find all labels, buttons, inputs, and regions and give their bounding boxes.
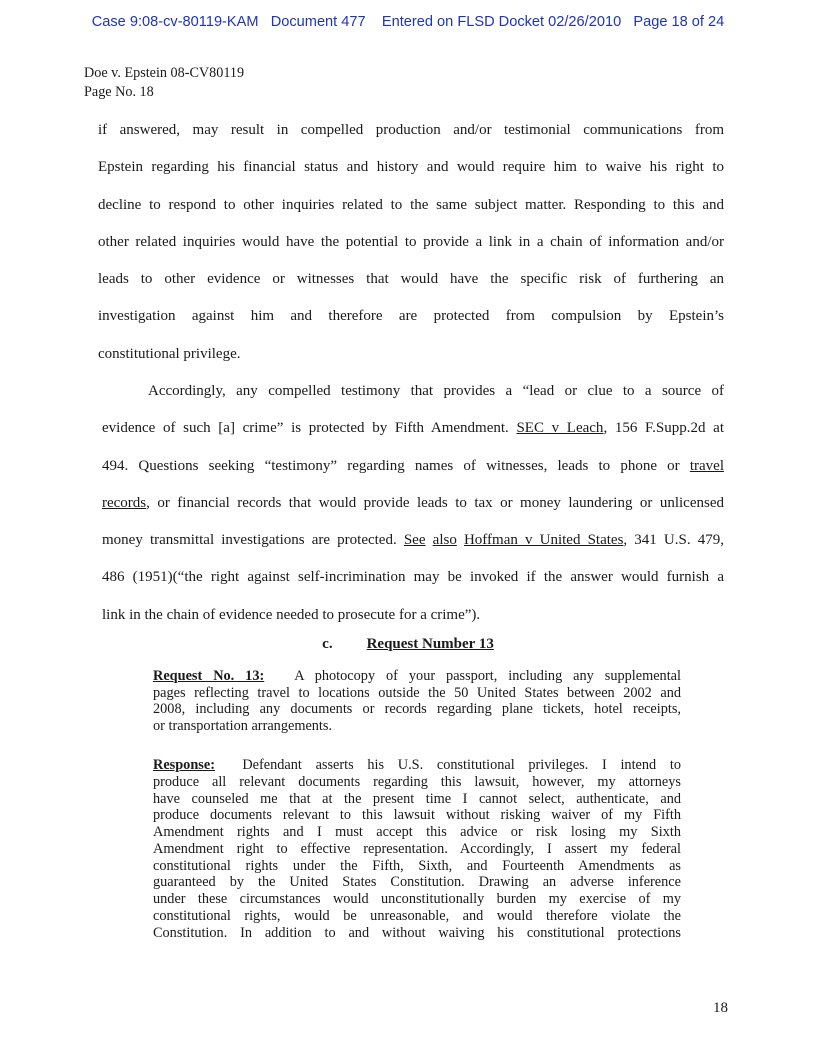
text-run: evidence of such [a] crime” is protected by Fifth Amendment. <box>102 420 517 437</box>
text-run: , 156 F.Supp.2d at <box>603 420 724 437</box>
section-title: Request Number 13 <box>366 636 494 652</box>
paragraph-line <box>102 522 724 559</box>
response-line: under these circumstances would unconstitutionally burden my exercise of my <box>153 891 681 907</box>
response-line: have counseled me that at the present time I cannot select, authenticate, and <box>153 790 681 807</box>
paragraph-line: Accordingly, any compelled testimony that provides a “lead or clue to a source of <box>148 383 724 399</box>
text-run: 494. Questions seeking “testimony” regarding names of witnesses, leads to phone or <box>102 457 690 474</box>
docket-document: Document 477 <box>270 14 366 30</box>
underlined-text: records <box>102 494 147 511</box>
caption-case-name: Doe v. Epstein 08-CV80119 <box>84 65 245 81</box>
request-label: Request No. 13: <box>153 668 265 684</box>
text-run: money transmittal investigations are protected. <box>102 532 404 549</box>
request-block <box>153 668 681 734</box>
paragraph-line: other related inquiries would have the potential to provide a link in a chain of information and/or <box>98 233 724 250</box>
text-run: , or financial records that would provide leads to tax or money laundering or unlicensed <box>146 494 724 511</box>
paragraph-line <box>102 448 724 485</box>
caption <box>84 64 244 101</box>
text-run: Defendant asserts his U.S. constitutional privileges. I intend to <box>242 757 681 773</box>
section-label: c. <box>322 636 333 652</box>
response-line: produce documents relevant to this lawsuit without risking waiver of my Fifth <box>153 807 681 824</box>
paragraph-line <box>102 485 724 522</box>
paragraph-accordingly <box>102 373 724 634</box>
docket-entered: Entered on FLSD Docket 02/26/2010 <box>381 14 622 30</box>
docket-page: Page 18 of 24 <box>633 14 725 30</box>
response-line: produce all relevant documents regarding this lawsuit, however, my attorneys <box>153 773 681 790</box>
response-line: guaranteed by the United States Constitution. Drawing an adverse inference <box>153 874 681 891</box>
text-run: A photocopy of your passport, including any supplemental <box>294 668 681 684</box>
request-line: pages reflecting travel to locations outside the 50 United States between 2002 and <box>153 684 681 701</box>
paragraph-line: link in the chain of evidence needed to prosecute for a crime”). <box>102 606 481 623</box>
paragraph-line: investigation against him and therefore are protected from compulsion by Epstein’s <box>98 308 724 325</box>
response-line: constitutional rights, would be unreasonable, and would therefore violate the <box>153 907 681 924</box>
response-label: Response: <box>153 757 215 773</box>
section-heading <box>0 636 816 653</box>
page-number: 18 <box>713 1000 728 1016</box>
paragraph-line: constitutional privilege. <box>98 345 241 362</box>
paragraph-line: if answered, may result in compelled production and/or testimonial communications from <box>98 122 724 138</box>
request-line <box>153 668 681 685</box>
underlined-text: travel <box>689 457 724 474</box>
signal-see: See <box>403 532 426 549</box>
case-citation-sec-v-leach: SEC v Leach <box>516 420 604 437</box>
signal-also: also <box>432 532 457 549</box>
paragraph-line: 486 (1951)(“the right against self-incrimination may be invoked if the answer would furnish a <box>102 569 724 586</box>
request-line: or transportation arrangements. <box>153 717 333 734</box>
paragraph-line <box>102 410 724 447</box>
response-line: Amendment right to effective representation. Accordingly, I assert my federal <box>153 840 681 857</box>
paragraph-line: decline to respond to other inquiries related to the same subject matter. Responding to this and <box>98 196 724 213</box>
response-block <box>153 757 681 941</box>
paragraph-line: Epstein regarding his financial status and history and would require him to waive his right to <box>98 159 724 176</box>
paragraph-line: leads to other evidence or witnesses that would have the specific risk of furthering an <box>98 271 724 288</box>
response-line: Amendment rights and I must accept this advice or risk losing my Sixth <box>153 824 681 840</box>
response-line <box>153 757 681 774</box>
docket-case: Case 9:08-cv-80119-KAM <box>91 14 259 30</box>
docket-header <box>0 14 816 30</box>
paragraph-privilege <box>98 112 724 373</box>
request-line: 2008, including any documents or records regarding plane tickets, hotel receipts, <box>153 701 681 718</box>
case-citation-hoffman: Hoffman v United States <box>463 532 624 549</box>
response-line: constitutional rights under the Fifth, Sixth, and Fourteenth Amendments as <box>153 857 681 874</box>
caption-page-no: Page No. 18 <box>84 83 154 100</box>
text-run: , 341 U.S. 479, <box>623 532 724 549</box>
response-line: Constitution. In addition to and without waiving his constitutional protections <box>153 924 681 941</box>
